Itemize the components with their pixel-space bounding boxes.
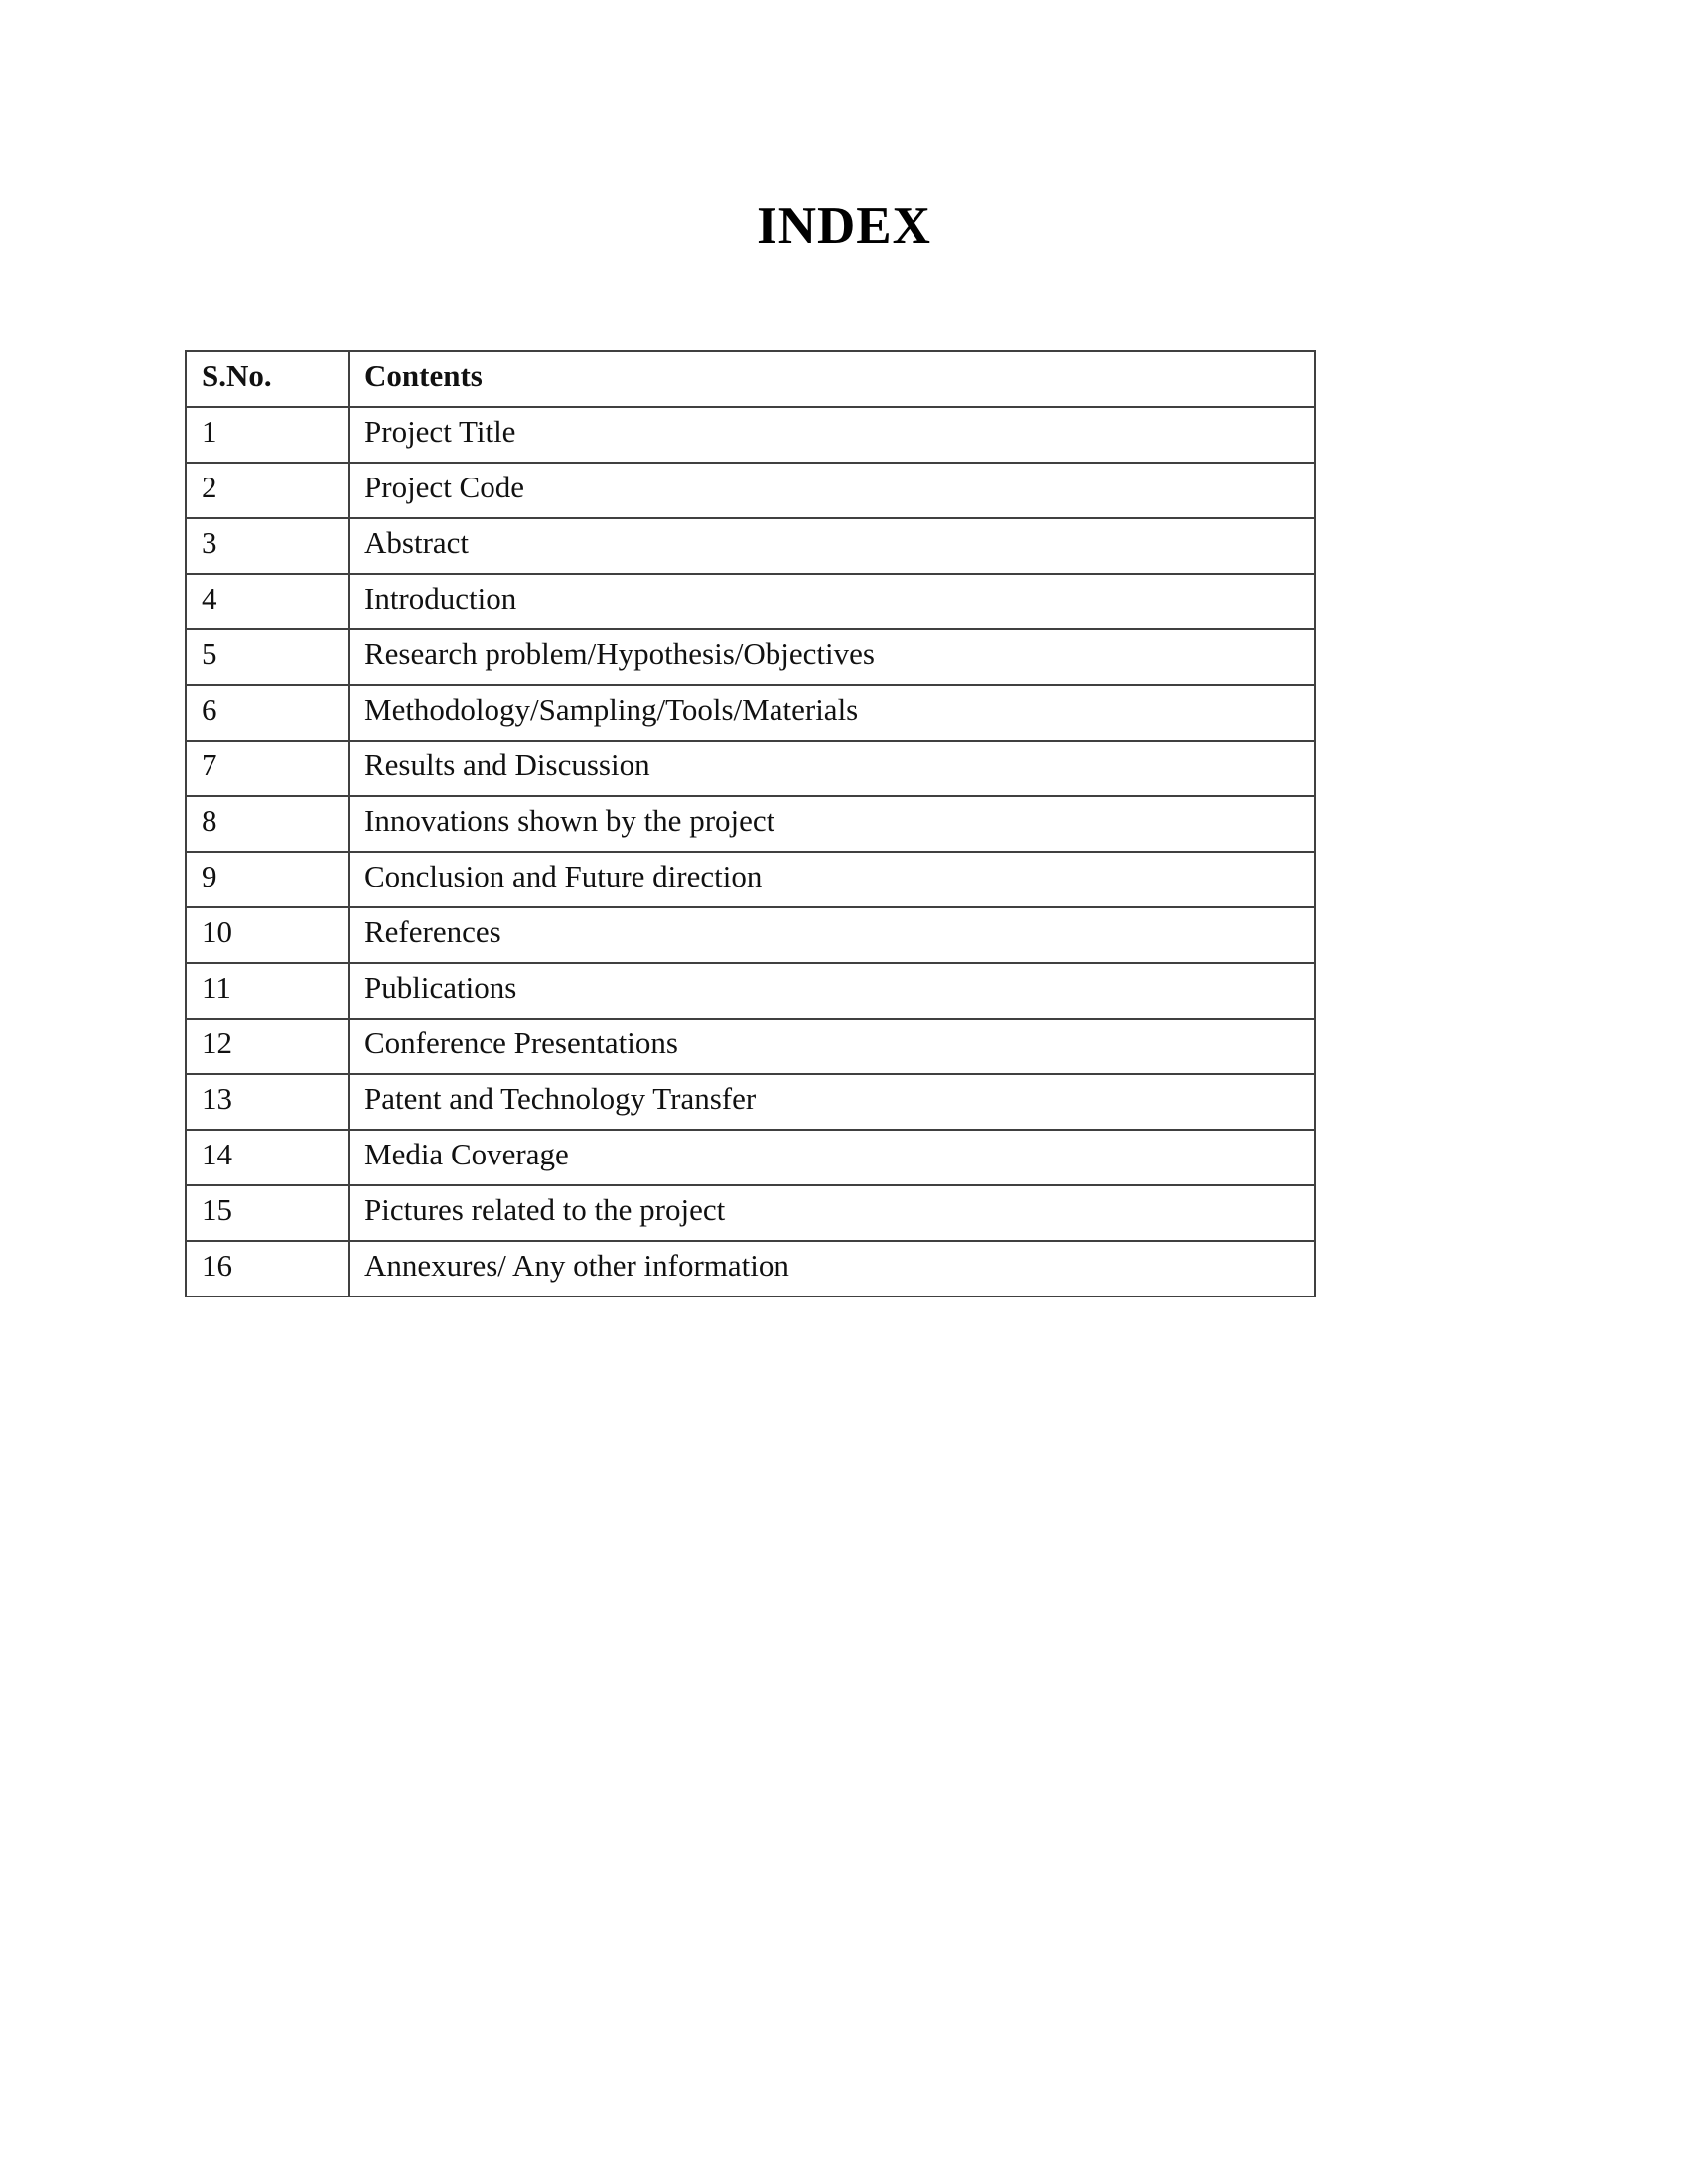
page-title: INDEX [757,198,931,255]
row-content-cell: Project Title [349,407,1315,463]
row-content-cell: Pictures related to the project [349,1185,1315,1241]
row-number-cell: 12 [186,1019,349,1074]
table-row [186,741,1315,796]
row-content-cell: Publications [349,963,1315,1019]
row-number-cell: 7 [186,741,349,796]
column-header-contents: Contents [349,351,1315,407]
table-row [186,796,1315,852]
table-row [186,907,1315,963]
table-row [186,407,1315,463]
row-number-cell: 15 [186,1185,349,1241]
row-content-cell: Abstract [349,518,1315,574]
row-content-cell: References [349,907,1315,963]
table-row [186,518,1315,574]
row-number-cell: 16 [186,1241,349,1297]
row-number-cell: 2 [186,463,349,518]
row-content-cell: Annexures/ Any other information [349,1241,1315,1297]
row-number-cell: 1 [186,407,349,463]
row-number-cell: 9 [186,852,349,907]
row-content-cell: Media Coverage [349,1130,1315,1185]
row-number-cell: 6 [186,685,349,741]
row-content-cell: Project Code [349,463,1315,518]
table-row [186,1019,1315,1074]
row-number-cell: 13 [186,1074,349,1130]
row-number-cell: 3 [186,518,349,574]
row-content-cell: Methodology/Sampling/Tools/Materials [349,685,1315,741]
column-header-sno: S.No. [186,351,349,407]
row-content-cell: Conference Presentations [349,1019,1315,1074]
table-row [186,685,1315,741]
table-row [186,1130,1315,1185]
table-row [186,463,1315,518]
row-number-cell: 5 [186,629,349,685]
row-content-cell: Conclusion and Future direction [349,852,1315,907]
table-row [186,574,1315,629]
index-table [185,350,1316,1297]
row-number-cell: 11 [186,963,349,1019]
index-table-body [186,407,1315,1297]
table-row [186,1241,1315,1297]
row-number-cell: 4 [186,574,349,629]
table-row [186,1074,1315,1130]
row-content-cell: Innovations shown by the project [349,796,1315,852]
row-content-cell: Introduction [349,574,1315,629]
row-number-cell: 8 [186,796,349,852]
row-number-cell: 14 [186,1130,349,1185]
row-content-cell: Results and Discussion [349,741,1315,796]
table-row [186,963,1315,1019]
table-row [186,629,1315,685]
table-header-row [186,351,1315,407]
table-row [186,852,1315,907]
row-content-cell: Research problem/Hypothesis/Objectives [349,629,1315,685]
row-number-cell: 10 [186,907,349,963]
table-row [186,1185,1315,1241]
row-content-cell: Patent and Technology Transfer [349,1074,1315,1130]
